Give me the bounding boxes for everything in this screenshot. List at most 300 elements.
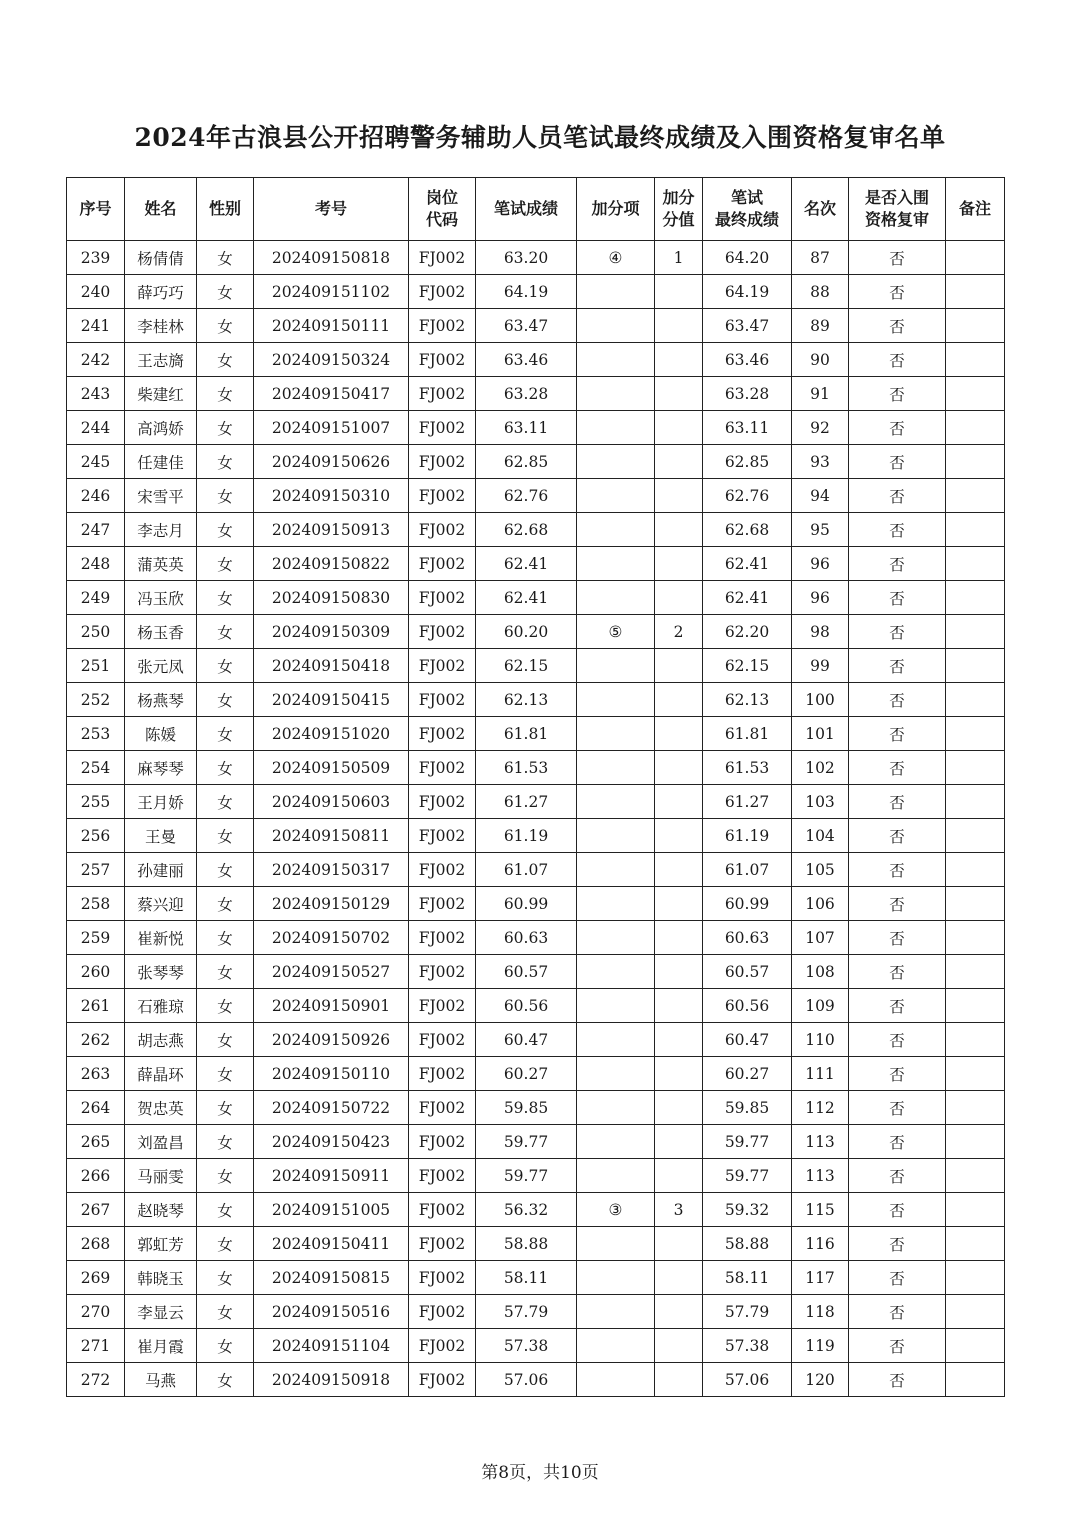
table-row xyxy=(67,887,1005,921)
rank-cell: 93 xyxy=(792,445,849,479)
review-cell: 否 xyxy=(849,241,946,275)
remark-cell xyxy=(946,1227,1005,1261)
gender-cell: 女 xyxy=(197,1193,254,1227)
post-code-cell: FJ002 xyxy=(409,1295,476,1329)
gender-cell: 女 xyxy=(197,955,254,989)
gender-cell: 女 xyxy=(197,1329,254,1363)
gender-cell: 女 xyxy=(197,547,254,581)
remark-cell xyxy=(946,921,1005,955)
written-score-cell: 59.77 xyxy=(476,1125,577,1159)
review-cell: 否 xyxy=(849,785,946,819)
exam-no-cell: 202409150913 xyxy=(254,513,409,547)
post-code-cell: FJ002 xyxy=(409,1125,476,1159)
name-cell: 王志旖 xyxy=(125,343,197,377)
gender-cell: 女 xyxy=(197,887,254,921)
final-score-cell: 58.11 xyxy=(703,1261,792,1295)
review-cell: 否 xyxy=(849,921,946,955)
review-cell: 否 xyxy=(849,1023,946,1057)
post-code-cell: FJ002 xyxy=(409,989,476,1023)
gender-cell: 女 xyxy=(197,445,254,479)
post-code-cell: FJ002 xyxy=(409,479,476,513)
gender-cell: 女 xyxy=(197,785,254,819)
exam-no-cell: 202409150830 xyxy=(254,581,409,615)
bonus-item-cell xyxy=(577,445,655,479)
final-score-cell: 62.68 xyxy=(703,513,792,547)
remark-cell xyxy=(946,1159,1005,1193)
post-code-cell: FJ002 xyxy=(409,445,476,479)
remark-cell xyxy=(946,445,1005,479)
exam-no-cell: 202409150918 xyxy=(254,1363,409,1397)
exam-no-cell: 202409150815 xyxy=(254,1261,409,1295)
bonus-value-cell xyxy=(655,887,703,921)
rank-cell: 117 xyxy=(792,1261,849,1295)
exam-no-cell: 202409150417 xyxy=(254,377,409,411)
gender-cell: 女 xyxy=(197,241,254,275)
post-code-cell: FJ002 xyxy=(409,1091,476,1125)
review-cell: 否 xyxy=(849,649,946,683)
final-score-cell: 61.53 xyxy=(703,751,792,785)
bonus-value-cell: 1 xyxy=(655,241,703,275)
exam-no-cell: 202409150111 xyxy=(254,309,409,343)
remark-cell xyxy=(946,1057,1005,1091)
bonus-item-cell xyxy=(577,1329,655,1363)
final-score-cell: 58.88 xyxy=(703,1227,792,1261)
seq-cell: 261 xyxy=(67,989,125,1023)
exam-no-cell: 202409150702 xyxy=(254,921,409,955)
gender-cell: 女 xyxy=(197,819,254,853)
final-score-cell: 57.79 xyxy=(703,1295,792,1329)
remark-cell xyxy=(946,683,1005,717)
review-cell: 否 xyxy=(849,1227,946,1261)
rank-cell: 105 xyxy=(792,853,849,887)
bonus-item-cell xyxy=(577,1091,655,1125)
table-row xyxy=(67,785,1005,819)
remark-cell xyxy=(946,853,1005,887)
written-score-cell: 63.47 xyxy=(476,309,577,343)
bonus-value-cell xyxy=(655,1261,703,1295)
bonus-value-cell xyxy=(655,649,703,683)
written-score-cell: 62.13 xyxy=(476,683,577,717)
post-code-cell: FJ002 xyxy=(409,1193,476,1227)
rank-cell: 118 xyxy=(792,1295,849,1329)
post-code-cell: FJ002 xyxy=(409,309,476,343)
header-name: 姓名 xyxy=(125,178,197,241)
bonus-value-cell xyxy=(655,1125,703,1159)
rank-cell: 120 xyxy=(792,1363,849,1397)
bonus-item-cell xyxy=(577,887,655,921)
name-cell: 刘盈昌 xyxy=(125,1125,197,1159)
exam-no-cell: 202409150722 xyxy=(254,1091,409,1125)
remark-cell xyxy=(946,717,1005,751)
review-cell: 否 xyxy=(849,1091,946,1125)
post-code-cell: FJ002 xyxy=(409,1363,476,1397)
name-cell: 张元凤 xyxy=(125,649,197,683)
bonus-value-cell xyxy=(655,377,703,411)
bonus-value-cell xyxy=(655,547,703,581)
exam-no-cell: 202409150811 xyxy=(254,819,409,853)
header-review: 是否入围 资格复审 xyxy=(849,178,946,241)
review-cell: 否 xyxy=(849,683,946,717)
bonus-value-cell xyxy=(655,1057,703,1091)
final-score-cell: 62.41 xyxy=(703,547,792,581)
seq-cell: 270 xyxy=(67,1295,125,1329)
bonus-item-cell xyxy=(577,751,655,785)
exam-no-cell: 202409151020 xyxy=(254,717,409,751)
final-score-cell: 63.28 xyxy=(703,377,792,411)
post-code-cell: FJ002 xyxy=(409,921,476,955)
final-score-cell: 62.76 xyxy=(703,479,792,513)
bonus-item-cell xyxy=(577,989,655,1023)
exam-no-cell: 202409150603 xyxy=(254,785,409,819)
exam-no-cell: 202409150418 xyxy=(254,649,409,683)
review-cell: 否 xyxy=(849,547,946,581)
rank-cell: 112 xyxy=(792,1091,849,1125)
table-row xyxy=(67,717,1005,751)
rank-cell: 96 xyxy=(792,581,849,615)
exam-no-cell: 202409150129 xyxy=(254,887,409,921)
review-cell: 否 xyxy=(849,1193,946,1227)
exam-no-cell: 202409151005 xyxy=(254,1193,409,1227)
bonus-value-cell xyxy=(655,1227,703,1261)
table-row xyxy=(67,1295,1005,1329)
table-row xyxy=(67,1193,1005,1227)
remark-cell xyxy=(946,785,1005,819)
bonus-item-cell xyxy=(577,275,655,309)
seq-cell: 263 xyxy=(67,1057,125,1091)
review-cell: 否 xyxy=(849,343,946,377)
written-score-cell: 64.19 xyxy=(476,275,577,309)
final-score-cell: 62.15 xyxy=(703,649,792,683)
exam-no-cell: 202409151104 xyxy=(254,1329,409,1363)
bonus-value-cell xyxy=(655,513,703,547)
gender-cell: 女 xyxy=(197,717,254,751)
gender-cell: 女 xyxy=(197,1057,254,1091)
bonus-item-cell xyxy=(577,1295,655,1329)
header-bonus-item: 加分项 xyxy=(577,178,655,241)
remark-cell xyxy=(946,1023,1005,1057)
seq-cell: 267 xyxy=(67,1193,125,1227)
seq-cell: 260 xyxy=(67,955,125,989)
name-cell: 王月娇 xyxy=(125,785,197,819)
gender-cell: 女 xyxy=(197,1227,254,1261)
written-score-cell: 58.11 xyxy=(476,1261,577,1295)
name-cell: 宋雪平 xyxy=(125,479,197,513)
bonus-item-cell xyxy=(577,581,655,615)
bonus-item-cell xyxy=(577,1261,655,1295)
seq-cell: 250 xyxy=(67,615,125,649)
review-cell: 否 xyxy=(849,513,946,547)
gender-cell: 女 xyxy=(197,853,254,887)
rank-cell: 115 xyxy=(792,1193,849,1227)
table-row xyxy=(67,377,1005,411)
name-cell: 杨燕琴 xyxy=(125,683,197,717)
results-table xyxy=(66,177,1005,1397)
review-cell: 否 xyxy=(849,853,946,887)
gender-cell: 女 xyxy=(197,343,254,377)
bonus-value-cell xyxy=(655,819,703,853)
post-code-cell: FJ002 xyxy=(409,615,476,649)
seq-cell: 271 xyxy=(67,1329,125,1363)
bonus-value-cell xyxy=(655,1329,703,1363)
table-row xyxy=(67,921,1005,955)
remark-cell xyxy=(946,819,1005,853)
bonus-value-cell xyxy=(655,581,703,615)
table-header-row xyxy=(67,178,1005,241)
review-cell: 否 xyxy=(849,1125,946,1159)
bonus-value-cell xyxy=(655,921,703,955)
bonus-item-cell xyxy=(577,955,655,989)
gender-cell: 女 xyxy=(197,411,254,445)
name-cell: 任建佳 xyxy=(125,445,197,479)
rank-cell: 100 xyxy=(792,683,849,717)
seq-cell: 243 xyxy=(67,377,125,411)
table-row xyxy=(67,1363,1005,1397)
exam-no-cell: 202409150911 xyxy=(254,1159,409,1193)
bonus-item-cell xyxy=(577,377,655,411)
name-cell: 崔新悦 xyxy=(125,921,197,955)
rank-cell: 88 xyxy=(792,275,849,309)
exam-no-cell: 202409150309 xyxy=(254,615,409,649)
final-score-cell: 60.57 xyxy=(703,955,792,989)
header-gender: 性别 xyxy=(197,178,254,241)
final-score-cell: 63.46 xyxy=(703,343,792,377)
seq-cell: 266 xyxy=(67,1159,125,1193)
final-score-cell: 60.99 xyxy=(703,887,792,921)
written-score-cell: 63.46 xyxy=(476,343,577,377)
header-bonus-value: 加分 分值 xyxy=(655,178,703,241)
table-row xyxy=(67,1091,1005,1125)
final-score-cell: 60.56 xyxy=(703,989,792,1023)
exam-no-cell: 202409150626 xyxy=(254,445,409,479)
post-code-cell: FJ002 xyxy=(409,1329,476,1363)
final-score-cell: 59.32 xyxy=(703,1193,792,1227)
rank-cell: 107 xyxy=(792,921,849,955)
seq-cell: 258 xyxy=(67,887,125,921)
name-cell: 张琴琴 xyxy=(125,955,197,989)
table-row xyxy=(67,1023,1005,1057)
bonus-value-cell xyxy=(655,683,703,717)
name-cell: 杨玉香 xyxy=(125,615,197,649)
written-score-cell: 62.76 xyxy=(476,479,577,513)
written-score-cell: 63.20 xyxy=(476,241,577,275)
gender-cell: 女 xyxy=(197,1159,254,1193)
bonus-value-cell xyxy=(655,411,703,445)
header-seq: 序号 xyxy=(67,178,125,241)
gender-cell: 女 xyxy=(197,275,254,309)
final-score-cell: 61.19 xyxy=(703,819,792,853)
bonus-item-cell xyxy=(577,547,655,581)
bonus-value-cell: 3 xyxy=(655,1193,703,1227)
seq-cell: 268 xyxy=(67,1227,125,1261)
table-row xyxy=(67,275,1005,309)
name-cell: 蒲英英 xyxy=(125,547,197,581)
bonus-value-cell xyxy=(655,343,703,377)
name-cell: 贺忠英 xyxy=(125,1091,197,1125)
bonus-item-cell xyxy=(577,1227,655,1261)
table-row xyxy=(67,309,1005,343)
remark-cell xyxy=(946,1363,1005,1397)
bonus-item-cell xyxy=(577,819,655,853)
gender-cell: 女 xyxy=(197,1295,254,1329)
gender-cell: 女 xyxy=(197,751,254,785)
bonus-item-cell xyxy=(577,683,655,717)
seq-cell: 269 xyxy=(67,1261,125,1295)
table-row xyxy=(67,445,1005,479)
written-score-cell: 61.19 xyxy=(476,819,577,853)
bonus-value-cell xyxy=(655,445,703,479)
post-code-cell: FJ002 xyxy=(409,1057,476,1091)
final-score-cell: 62.20 xyxy=(703,615,792,649)
gender-cell: 女 xyxy=(197,1023,254,1057)
review-cell: 否 xyxy=(849,309,946,343)
bonus-item-cell xyxy=(577,649,655,683)
seq-cell: 256 xyxy=(67,819,125,853)
written-score-cell: 61.53 xyxy=(476,751,577,785)
post-code-cell: FJ002 xyxy=(409,717,476,751)
remark-cell xyxy=(946,955,1005,989)
review-cell: 否 xyxy=(849,615,946,649)
seq-cell: 249 xyxy=(67,581,125,615)
final-score-cell: 61.27 xyxy=(703,785,792,819)
bonus-value-cell xyxy=(655,955,703,989)
remark-cell xyxy=(946,1261,1005,1295)
written-score-cell: 62.15 xyxy=(476,649,577,683)
seq-cell: 240 xyxy=(67,275,125,309)
seq-cell: 242 xyxy=(67,343,125,377)
bonus-value-cell xyxy=(655,751,703,785)
final-score-cell: 60.27 xyxy=(703,1057,792,1091)
gender-cell: 女 xyxy=(197,1125,254,1159)
seq-cell: 252 xyxy=(67,683,125,717)
remark-cell xyxy=(946,887,1005,921)
seq-cell: 253 xyxy=(67,717,125,751)
bonus-item-cell xyxy=(577,1057,655,1091)
exam-no-cell: 202409150516 xyxy=(254,1295,409,1329)
gender-cell: 女 xyxy=(197,377,254,411)
bonus-value-cell xyxy=(655,785,703,819)
table-row xyxy=(67,955,1005,989)
seq-cell: 247 xyxy=(67,513,125,547)
written-score-cell: 60.99 xyxy=(476,887,577,921)
exam-no-cell: 202409150411 xyxy=(254,1227,409,1261)
written-score-cell: 63.11 xyxy=(476,411,577,445)
seq-cell: 259 xyxy=(67,921,125,955)
table-row xyxy=(67,1159,1005,1193)
gender-cell: 女 xyxy=(197,683,254,717)
name-cell: 王曼 xyxy=(125,819,197,853)
table-row xyxy=(67,989,1005,1023)
bonus-value-cell xyxy=(655,275,703,309)
remark-cell xyxy=(946,649,1005,683)
bonus-value-cell xyxy=(655,1091,703,1125)
gender-cell: 女 xyxy=(197,1091,254,1125)
review-cell: 否 xyxy=(849,955,946,989)
rank-cell: 109 xyxy=(792,989,849,1023)
exam-no-cell: 202409150324 xyxy=(254,343,409,377)
name-cell: 冯玉欣 xyxy=(125,581,197,615)
written-score-cell: 59.77 xyxy=(476,1159,577,1193)
post-code-cell: FJ002 xyxy=(409,547,476,581)
rank-cell: 113 xyxy=(792,1125,849,1159)
exam-no-cell: 202409150509 xyxy=(254,751,409,785)
header-exam-no: 考号 xyxy=(254,178,409,241)
post-code-cell: FJ002 xyxy=(409,411,476,445)
review-cell: 否 xyxy=(849,479,946,513)
name-cell: 李显云 xyxy=(125,1295,197,1329)
table-row xyxy=(67,411,1005,445)
bonus-value-cell xyxy=(655,1023,703,1057)
written-score-cell: 57.79 xyxy=(476,1295,577,1329)
rank-cell: 91 xyxy=(792,377,849,411)
remark-cell xyxy=(946,547,1005,581)
table-row xyxy=(67,819,1005,853)
final-score-cell: 62.85 xyxy=(703,445,792,479)
name-cell: 高鸿娇 xyxy=(125,411,197,445)
exam-no-cell: 202409150527 xyxy=(254,955,409,989)
rank-cell: 106 xyxy=(792,887,849,921)
final-score-cell: 62.41 xyxy=(703,581,792,615)
review-cell: 否 xyxy=(849,411,946,445)
review-cell: 否 xyxy=(849,1057,946,1091)
seq-cell: 239 xyxy=(67,241,125,275)
exam-no-cell: 202409150901 xyxy=(254,989,409,1023)
final-score-cell: 64.19 xyxy=(703,275,792,309)
rank-cell: 99 xyxy=(792,649,849,683)
post-code-cell: FJ002 xyxy=(409,513,476,547)
exam-no-cell: 202409151007 xyxy=(254,411,409,445)
bonus-value-cell xyxy=(655,479,703,513)
bonus-item-cell xyxy=(577,309,655,343)
gender-cell: 女 xyxy=(197,581,254,615)
rank-cell: 90 xyxy=(792,343,849,377)
name-cell: 马燕 xyxy=(125,1363,197,1397)
gender-cell: 女 xyxy=(197,615,254,649)
rank-cell: 108 xyxy=(792,955,849,989)
written-score-cell: 61.81 xyxy=(476,717,577,751)
exam-no-cell: 202409150310 xyxy=(254,479,409,513)
written-score-cell: 62.41 xyxy=(476,581,577,615)
bonus-item-cell: ④ xyxy=(577,241,655,275)
bonus-value-cell xyxy=(655,1159,703,1193)
seq-cell: 265 xyxy=(67,1125,125,1159)
seq-cell: 255 xyxy=(67,785,125,819)
gender-cell: 女 xyxy=(197,513,254,547)
remark-cell xyxy=(946,1091,1005,1125)
table-row xyxy=(67,479,1005,513)
bonus-value-cell xyxy=(655,853,703,887)
remark-cell xyxy=(946,275,1005,309)
rank-cell: 89 xyxy=(792,309,849,343)
table-row xyxy=(67,343,1005,377)
page-title: 2024年古浪县公开招聘警务辅助人员笔试最终成绩及入围资格复审名单 xyxy=(134,123,946,152)
post-code-cell: FJ002 xyxy=(409,1159,476,1193)
bonus-value-cell xyxy=(655,717,703,751)
remark-cell xyxy=(946,615,1005,649)
bonus-item-cell xyxy=(577,1125,655,1159)
written-score-cell: 62.68 xyxy=(476,513,577,547)
rank-cell: 111 xyxy=(792,1057,849,1091)
rank-cell: 101 xyxy=(792,717,849,751)
rank-cell: 87 xyxy=(792,241,849,275)
name-cell: 蔡兴迎 xyxy=(125,887,197,921)
written-score-cell: 62.41 xyxy=(476,547,577,581)
seq-cell: 257 xyxy=(67,853,125,887)
table-row xyxy=(67,1261,1005,1295)
bonus-item-cell xyxy=(577,717,655,751)
rank-cell: 110 xyxy=(792,1023,849,1057)
bonus-item-cell: ③ xyxy=(577,1193,655,1227)
rank-cell: 103 xyxy=(792,785,849,819)
